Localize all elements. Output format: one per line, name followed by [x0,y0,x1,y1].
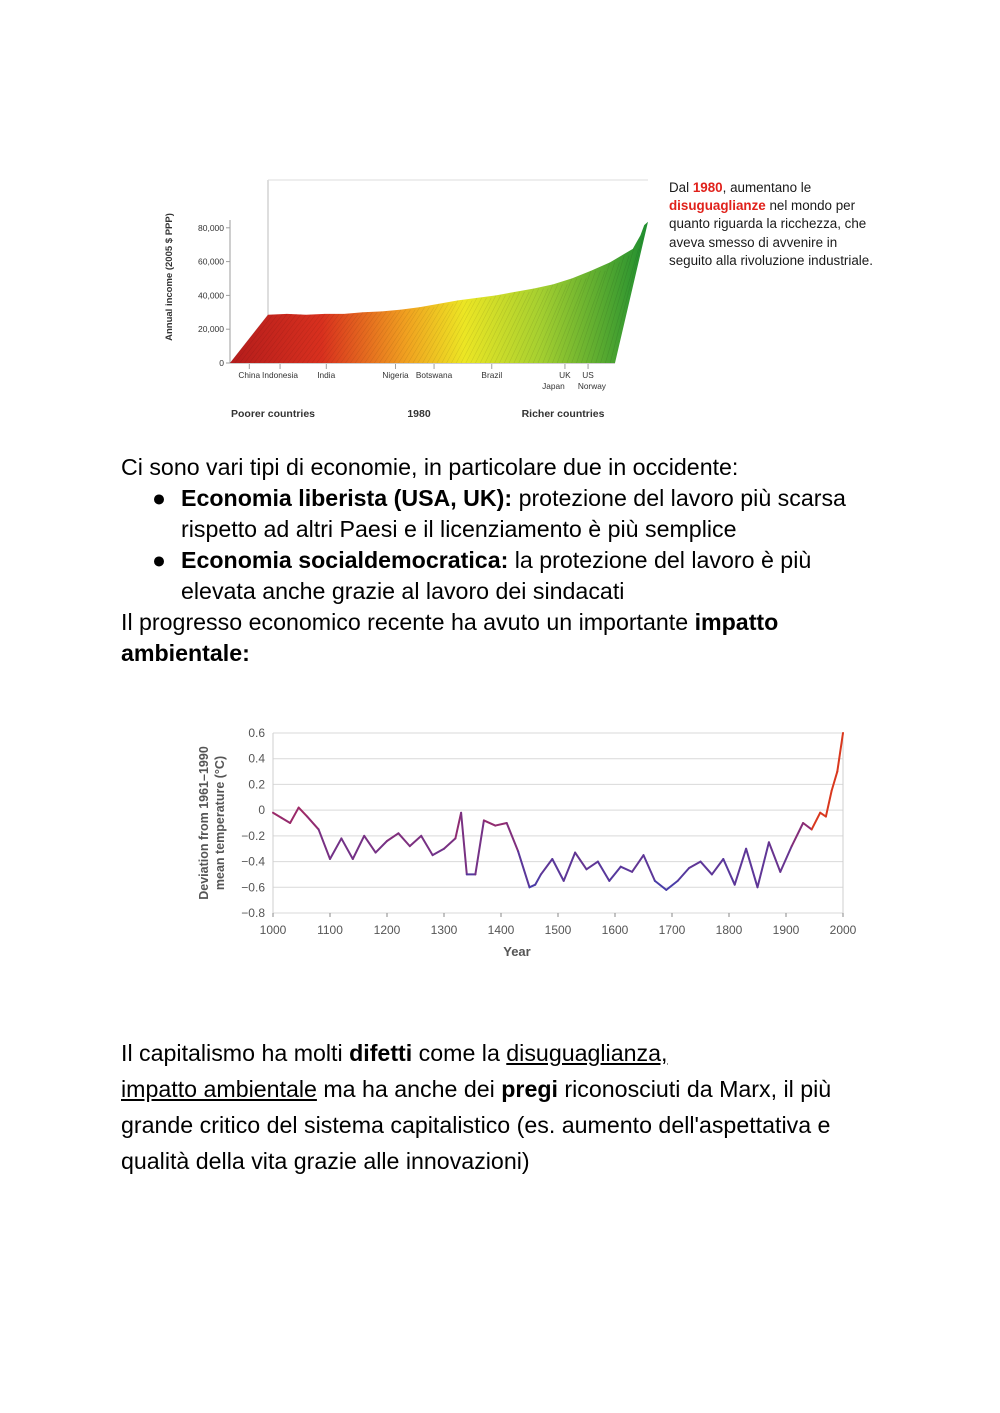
income-distribution-chart [155,175,655,427]
temperature-line-segment [644,855,655,881]
temperature-line-segment [735,849,746,885]
temperature-line-segment [564,853,575,881]
country-label: Botswana [415,370,453,380]
temperature-line-segment [832,772,838,791]
temperature-line-segment [518,851,529,887]
country-label: Nigeria [382,370,409,380]
y-tick-label: −0.2 [241,828,265,843]
temperature-line-segment [444,838,455,848]
x-tick-label: 1000 [259,923,287,937]
temperature-line-segment [484,820,495,825]
y-axis-label: Annual income (2005 $ PPP) [164,213,175,341]
bullet-icon: ● [152,547,167,573]
temperature-line-segment [319,829,330,859]
y-tick-label: 0.2 [248,777,265,792]
country-label: US [582,370,594,380]
conclusion-text: ma ha anche dei [316,1076,502,1102]
temperature-chart [187,720,862,970]
conclusion-text: Il capitalismo ha molti [121,1040,350,1066]
temperature-line-segment [826,791,832,817]
temperature-line-segment [455,813,461,839]
temperature-line-segment [376,841,387,853]
y-tick-label: 0 [258,803,265,818]
temperature-line-segment [330,838,341,859]
temperature-line-segment [353,836,364,859]
list-item-text: la protezione del lavoro è più elevata anche grazie al lavoro dei sindacati [181,547,812,604]
temperature-line-segment [609,867,620,881]
conclusion-text: riconosciuti da Marx, il più grande critico del sistema capitalistico (es. aumento dell'aspettativa e qualità della vita grazie alle innovazioni) [121,1076,832,1174]
temperature-line-segment [769,842,780,872]
temperature-line-segment [299,808,308,817]
temperature-line-segment [666,881,677,890]
y-tick-label: −0.8 [241,906,265,920]
x-tick-label: 1900 [772,923,800,937]
list-item-title: Economia socialdemocratica: [181,547,509,573]
y-tick-label: 40,000 [198,290,224,301]
temperature-line-segment [341,838,352,859]
temperature-line-segment [837,733,843,772]
x-tick-label: 2000 [829,923,857,937]
progress-text: Il progresso economico recente ha avuto un importante [121,609,695,635]
temperature-line-segment [621,867,632,872]
temperature-line-segment [792,823,803,846]
temperature-line-segment [535,874,541,884]
temperature-line-segment [632,855,643,872]
y-tick-label: −0.6 [241,880,265,895]
temperature-line-segment [803,823,812,829]
temperature-line-segment [461,813,467,875]
x-tick-label: 1400 [487,923,515,937]
temperature-line-segment [307,817,318,830]
y-tick-label: 0 [219,358,224,368]
temperature-line-segment [507,823,518,851]
y-tick-label: 60,000 [198,256,224,267]
temperature-line-segment [364,836,375,853]
y-tick-label: 80,000 [198,222,224,233]
conclusion-underline: disuguaglianza, [506,1040,668,1066]
list-item-text: protezione del lavoro più scarsa rispetto ad altri Paesi e il licenziamento è più semplice [181,485,846,542]
progress-paragraph [121,607,881,669]
x-tick-label: 1300 [430,923,458,937]
country-label: China [238,370,261,380]
footer-label-right: Richer countries [521,408,605,420]
x-tick-label: 1700 [658,923,686,937]
list-item [121,483,881,545]
temperature-line-segment [282,818,291,823]
temperature-line-segment [758,842,769,887]
caption-year: 1980 [692,180,723,195]
temperature-line-segment [552,859,563,881]
country-label: Brazil [481,370,503,380]
temperature-line-segment [475,820,484,874]
y-tick-label: 20,000 [198,324,224,335]
x-tick-label: 1200 [373,923,401,937]
caption-keyword: disuguaglianze [669,198,766,214]
list-item-title: Economia liberista (USA, UK): [181,485,513,511]
list-item [121,545,881,607]
temperature-line-segment [410,836,421,846]
y-axis-label: Deviation from 1961–1990 mean temperature (°C) [197,746,227,900]
temperature-line-segment [689,862,700,868]
temperature-line-segment [398,833,409,846]
x-tick-label: 1500 [544,923,572,937]
footer-label-left: Poorer countries [230,408,316,420]
temperature-line-segment [780,846,791,872]
temperature-line-segment [746,849,757,888]
temperature-line-segment [575,853,586,870]
conclusion-underline: impatto ambientale [121,1076,317,1102]
temperature-line-segment [701,862,712,875]
temperature-line-segment [723,859,734,885]
temperature-line-segment [387,833,398,841]
economy-list [121,483,881,607]
conclusion-text: come la [412,1040,507,1066]
conclusion-bold: difetti [349,1040,413,1066]
country-label: UK [559,370,571,380]
country-label: India [317,370,336,380]
y-tick-label: −0.4 [241,854,265,869]
x-tick-label: 1800 [715,923,743,937]
temperature-line-segment [598,862,609,881]
conclusion-bold: pregi [501,1076,558,1102]
economies-section [121,452,881,669]
temperature-line-segment [273,813,282,818]
country-label: Japan [542,381,565,391]
x-axis-label: Year [503,944,531,959]
temperature-line-segment [587,862,598,870]
intro-paragraph: Ci sono vari tipi di economie, in particolare due in occidente: [121,454,739,480]
bullet-icon: ● [152,485,167,511]
temperature-line-segment [433,849,444,855]
caption-text-2: , aumentano le [722,180,812,195]
caption-text-1: Dal [669,180,693,195]
temperature-line-segment [421,836,432,855]
footer-label-center: 1980 [407,408,431,420]
chart-caption [669,179,884,270]
progress-bold: impatto ambientale: [121,609,779,666]
temperature-line-segment [655,881,666,890]
y-tick-label: 0.6 [248,726,265,740]
x-tick-label: 1600 [601,923,629,937]
temperature-line-segment [678,868,689,881]
caption-text-3: nel mondo per quanto riguarda la ricchezza, che aveva smesso di avvenire in seguito alla rivoluzione industriale. [669,198,873,268]
temperature-line-segment [495,823,506,826]
y-tick-label: 0.4 [248,751,265,766]
conclusion-paragraph [121,1035,881,1179]
country-label: Norway [577,381,606,391]
temperature-line-segment [812,813,821,830]
country-label: Indonesia [262,370,299,380]
x-tick-label: 1100 [317,923,343,937]
